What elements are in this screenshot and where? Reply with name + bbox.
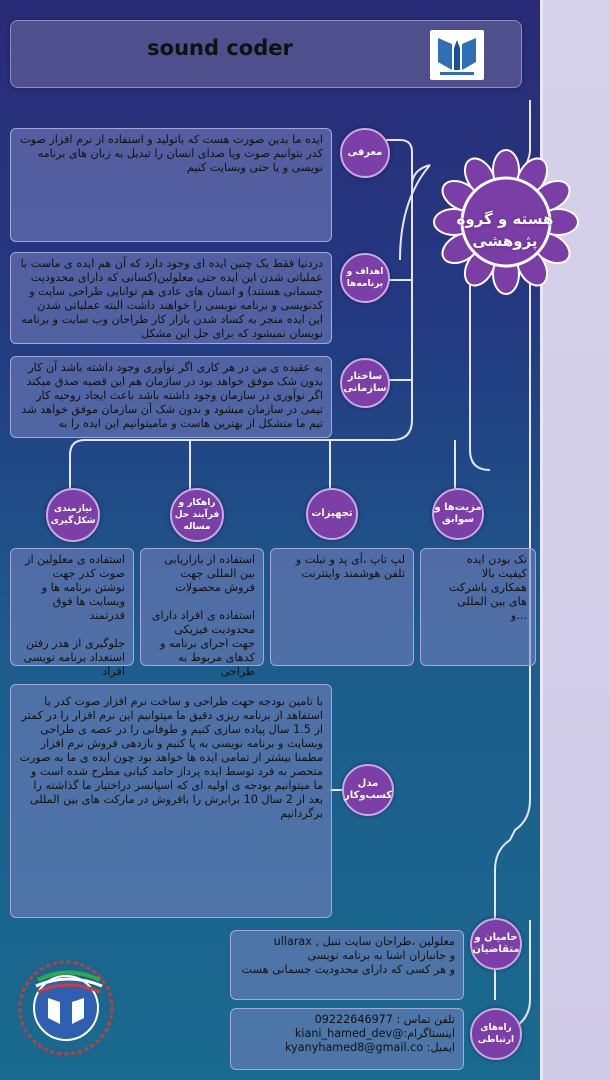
- goals-circle: اهداف و برنامه‌ها: [340, 253, 390, 303]
- equipment-circle: تجهیزات: [306, 488, 358, 540]
- sponsors-text: معلولین ،طراحان سایت تنبل , ullarax و جانبازان اشنا به برنامه نویسی و هر کسی که دارای محدودیت جسمانی هست: [241, 935, 455, 976]
- sponsors-panel: [230, 930, 464, 1000]
- structure-panel: [10, 356, 332, 438]
- goals-text: دردنیا فقط یک چنین ایده ای وجود دارد که آن هم ایده ی ماست با عملیاتی شدن این ایده حتی معلولین(کسانی که دارای محدودیت جسمانی هستند) و انسان های عادی هم توانایی طراحی سایت و کدنویسی و برنامه نویسی را خواهند داشت البته عملیاتی شدن این ایده منجر به کساد شدن بازار کار طراحان وب سایت و برنامه نویسان نمیشود که برای حل این مشکل: [20, 257, 323, 340]
- structure-text: به عقیده ی من در هر کاری اگر نوآوری وجود داشته باشد آن کار بدون شک موفق خواهد بود در سازمان هم این قضیه صدق میکند اگر نوآوری در سازمان وجود داشته باشد باعث ایجاد روحیه کار تیمی در سازمان میشود و بدون شک آن سازمان موفق خواهد شد تیم ما متشکل از بهترین هاست و مامیتوانیم این ایده را به: [21, 361, 323, 430]
- business-text: با تامین بودجه جهت طراحی و ساخت نرم افزار صوت کدر یا استفاهد از برنامه ریزی دقیق ما میتوانیم این نرم افزار را در کمتر از 1.5 سال پیاده سازی کنیم و طوفانی را در عصه ی طراحی وبسایت و برنامه نویسی به پا کنیم و بازدهی فروش نرم افزار مطمنا بیشتر از تمامی ایده ها خواهد بود چون ایده ی ما به صورت متحصر به فرد توسط ایده پرداز حامد کیانی مطرح شده است و ما میتوانیم بودجه ی اولیه ای که اسپانسر دراختیار ما گذاشته را بعد از 2 سال 10 برابرش را بافروش در مارکت های بین المللی برگردانیم: [19, 695, 323, 820]
- contact-instagram: اینستاگرام:@kiani_hamed_dev: [294, 1027, 455, 1040]
- contact-circle: راه‌های ارتباطی: [470, 1008, 522, 1060]
- intro-text: ایده ما بدین صورت هست که باتولید و استفاده از نرم افزار صوت کدر بتوانیم صوت ویا صدای انسان را تبدیل به زبان های برنامه نویسی و یا حتی وبسایت کنیم: [20, 133, 323, 174]
- flower-emblem-label: هسته و گروه پژوهشی: [456, 210, 554, 250]
- advantages-text: تک بودن ایده کیفیت بالا همکاری باشرکت های بین المللی ...و: [448, 553, 527, 622]
- needs-panel: [10, 548, 134, 678]
- advantages-panel: [420, 548, 536, 666]
- needs-circle: نیازمندی شکل‌گیری: [46, 488, 100, 542]
- page-title: sound coder: [147, 36, 293, 60]
- university-logo: [430, 30, 484, 80]
- contact-email: ایمیل: kyanyhamed8@gmail.co: [285, 1041, 455, 1054]
- solutions-text: استفاده از بازاریابی بین المللی جهت فروش محصولات استفاده ی افراد دارای محدودیت فیزیکی جهت اجرای برنامه و کدهای مربوط به طراحی: [151, 553, 255, 678]
- intro-panel: [10, 128, 332, 242]
- sponsors-circle: حامیان و متقاضیان: [470, 918, 522, 970]
- business-circle: مدل کسب‌وکار: [342, 764, 394, 816]
- structure-circle: ساختار سازمانی: [340, 358, 390, 408]
- needs-text: استفاده ی معلولین از صوت کدر جهت نوشتن برنامه ها و وبسایت ها فوق قدرتمند جلوگیری از هدر رفتن استعداد برنامه نویسی افراد: [23, 553, 125, 678]
- business-panel: [10, 684, 332, 918]
- solutions-panel: [140, 548, 264, 678]
- goals-panel: [10, 252, 332, 344]
- contact-phone: تلفن تماس : 09222646977: [314, 1013, 455, 1026]
- equipment-panel: [270, 548, 414, 666]
- intro-circle: معرفی: [340, 128, 390, 178]
- festival-emblem: [8, 940, 134, 1070]
- contact-panel: [230, 1008, 464, 1070]
- advantages-circle: مزیت‌ها و سوابق: [432, 488, 484, 540]
- equipment-text: لپ تاپ ،آی پد و تبلت و تلفن هوشمند واینترنت: [295, 553, 405, 580]
- solutions-circle: راهکار و فرآیند حل مساله: [170, 488, 224, 542]
